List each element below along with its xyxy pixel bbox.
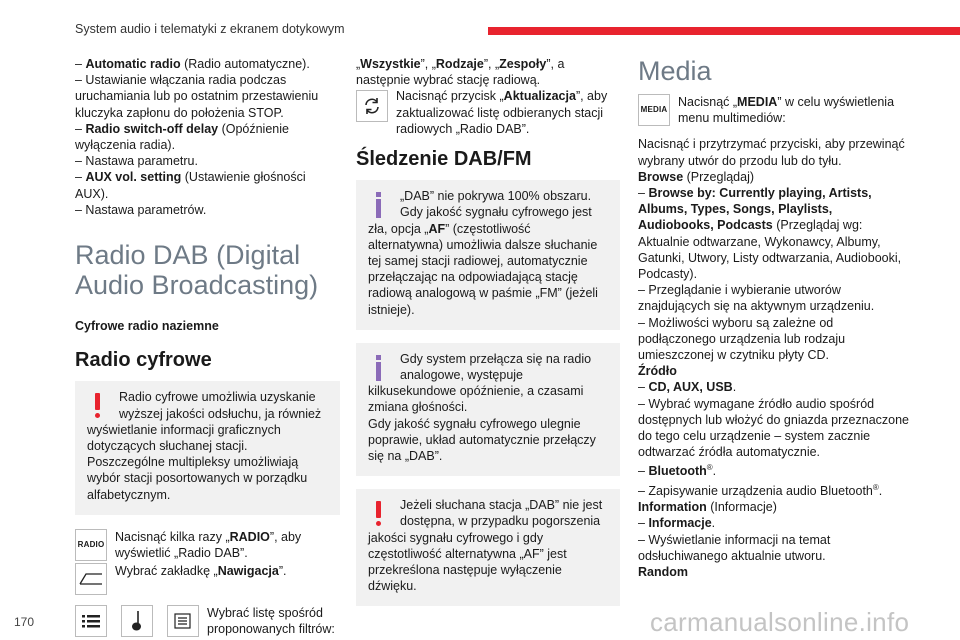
media-instruction: MEDIA Nacisnąć „MEDIA” w celu wyświetlenia menu multimediów: <box>638 94 910 126</box>
section-heading-dab: Radio DAB (Digital Audio Broadcasting) <box>75 240 319 301</box>
info-notice: „DAB” nie pokrywa 100% obszaru. Gdy jakość sygnału cyfrowego jest zła, opcja „AF” (częstotliwość alternatywna) umożliwia dalsze słuchanie tej samej stacji radiowej, automatycznie przełączając na odpowiadającą stację radiową analogową w paśmie „FM” (jeżeli istnieje). <box>356 180 620 330</box>
list-item: – Nastawa parametrów. <box>75 202 207 217</box>
list-item: – Przeglądanie i wybieranie utworów znajdujących się na aktywnym urządzeniu. <box>638 283 875 314</box>
info-notice: Gdy system przełącza się na radio analogowe, występuje kilkusekundowe opóźnienie, a czasami zmiana głośności. Gdy jakość sygnału cyfrowego ulegnie poprawie, układ automatycznie przełączy się na „DAB”. <box>356 343 620 476</box>
media-button-icon: MEDIA <box>638 94 670 126</box>
running-header: System audio i telematyki z ekranem dotykowym <box>75 22 345 36</box>
refresh-icon <box>356 90 388 122</box>
list-item: – Ustawianie włączania radia podczas uruchamiania lub po ostatnim przestawieniu kluczyka zapłonu do położenia STOP. <box>75 73 319 120</box>
list-item: – AUX vol. setting (Ustawienie głośności AUX). <box>75 170 306 201</box>
info-icon <box>368 351 388 381</box>
list-item: – Radio switch-off delay (Opóźnienie wyłączenia radia). <box>75 121 289 153</box>
warning-notice: Jeżeli słuchana stacja „DAB” nie jest dostępna, w przypadku pogorszenia jakości sygnału cyfrowego i gdy częstotliwość alternatywna „AF” jest przekreślona następuje wyłączenie dźwięku. <box>356 489 620 606</box>
list-item: – CD, AUX, USB. <box>638 380 737 395</box>
guitar-icon <box>121 605 153 637</box>
list-item: – Browse by: Currently playing, Artists, Albums, Types, Songs, Playlists, Audiobooks, Podcasts (Przeglądaj wg: Aktualnie odtwarzane, Wykonawcy, Albumy, Gatunki, Utwory, Listy odtwarzania, Audiobooki, Podcasty). <box>638 186 902 282</box>
list-item: – Możliwości wyboru są zależne od podłączonego urządzenia lub rodzaju umieszczonej w czytniku płyty CD. <box>638 315 846 363</box>
warning-icon <box>368 497 388 527</box>
column-2 <box>356 56 620 606</box>
section-heading-tracking: Śledzenie DAB/FM <box>356 148 532 171</box>
filter-instruction: Wybrać listę spośród proponowanych filtrów: <box>75 605 340 637</box>
info-icon <box>368 188 388 218</box>
warning-icon <box>87 389 107 419</box>
header-accent-bar <box>488 27 960 35</box>
station-list-icon <box>167 605 199 637</box>
navigation-instruction: Wybrać zakładkę „Nawigacja”. <box>75 563 340 595</box>
list-item: – Zapisywanie urządzenia audio Bluetooth®. <box>638 482 883 498</box>
update-instruction: Nacisnąć przycisk „Aktualizacja”, aby zaktualizować listę odbieranych stacji radiowych „Radio DAB”. <box>356 88 620 137</box>
watermark: carmanualsonline.info <box>650 607 910 637</box>
list-item: – Automatic radio (Radio automatyczne). <box>75 57 310 71</box>
list-item: – Bluetooth®. <box>638 463 717 479</box>
list-item: – Informacje. <box>638 516 716 531</box>
page-number: 170 <box>14 615 35 629</box>
warning-notice: Radio cyfrowe umożliwia uzyskanie wyższej jakości odsłuchu, ja również wyświetlanie informacji graficznych dotyczących słuchanej stacji. Poszczególne multipleksy umożliwiają wybór stacji posortowanych w porządku alfabetycznym. <box>75 381 340 514</box>
list-item: – Wybrać wymagane źródło audio spośród dostępnych lub włożyć do gniazda przeznaczone do tego celu urządzenie – system zacznie odtwarzać źródła automatycznie. <box>638 396 910 460</box>
list-item: – Nastawa parametru. <box>75 154 198 169</box>
navigation-tab-icon <box>75 563 107 595</box>
filter-options: „Wszystkie”, „Rodzaje”, „Zespoły”, a następnie wybrać stację radiową. <box>356 57 565 88</box>
radio-button-icon: RADIO <box>75 529 107 561</box>
list-item: – Wyświetlanie informacji na temat odsłuchiwanego aktualnie utworu. <box>638 532 831 563</box>
list-icon <box>75 605 107 637</box>
column-3: Media MEDIA Nacisnąć „MEDIA” w celu wyświetlenia menu multimediów: Nacisnąć i przytrzymać przyciski, aby przewinąć wybrany utwór do przodu lub do tyłu. Browse (Przeglądaj) – Browse by: Currently playing, Artists, Albums, Types, Songs, Playlists, Audiobooks, Podcasts (Przeglądaj wg: Aktualnie odtwarzane, Wykonawcy, Albumy, Gatunki, Utwory, Listy odtwarzania, Audiobooki, Podcasty). – Przeglądanie i wybieranie utworów znajdujących się na aktywnym urządzeniu. – Możliwości wyboru są zależne od podłączonego urządzenia lub rodzaju umieszczonej w czytniku płyty CD. Źródło – CD, AUX, USB. – Wybrać wymagane źródło audio spośród dostępnych lub włożyć do gniazda przeznaczone do tego celu urządzenie – system zacznie odtwarzać źródła automatycznie. – Bluetooth®. – Zapisywanie urządzenia audio Bluetooth®. Information (Informacje) – Informacje. – Wyświetlanie informacji na temat odsłuchiwanego aktualnie utworu. Random <box>638 56 910 579</box>
radio-instruction: RADIO Nacisnąć kilka razy „RADIO”, aby wyświetlić „Radio DAB”. <box>75 529 340 561</box>
section-heading-digital-radio: Radio cyfrowe <box>75 349 212 372</box>
section-heading-media: Media <box>638 56 712 86</box>
subheading-terrestrial: Cyfrowe radio naziemne <box>75 319 219 334</box>
column-1 <box>75 56 340 638</box>
